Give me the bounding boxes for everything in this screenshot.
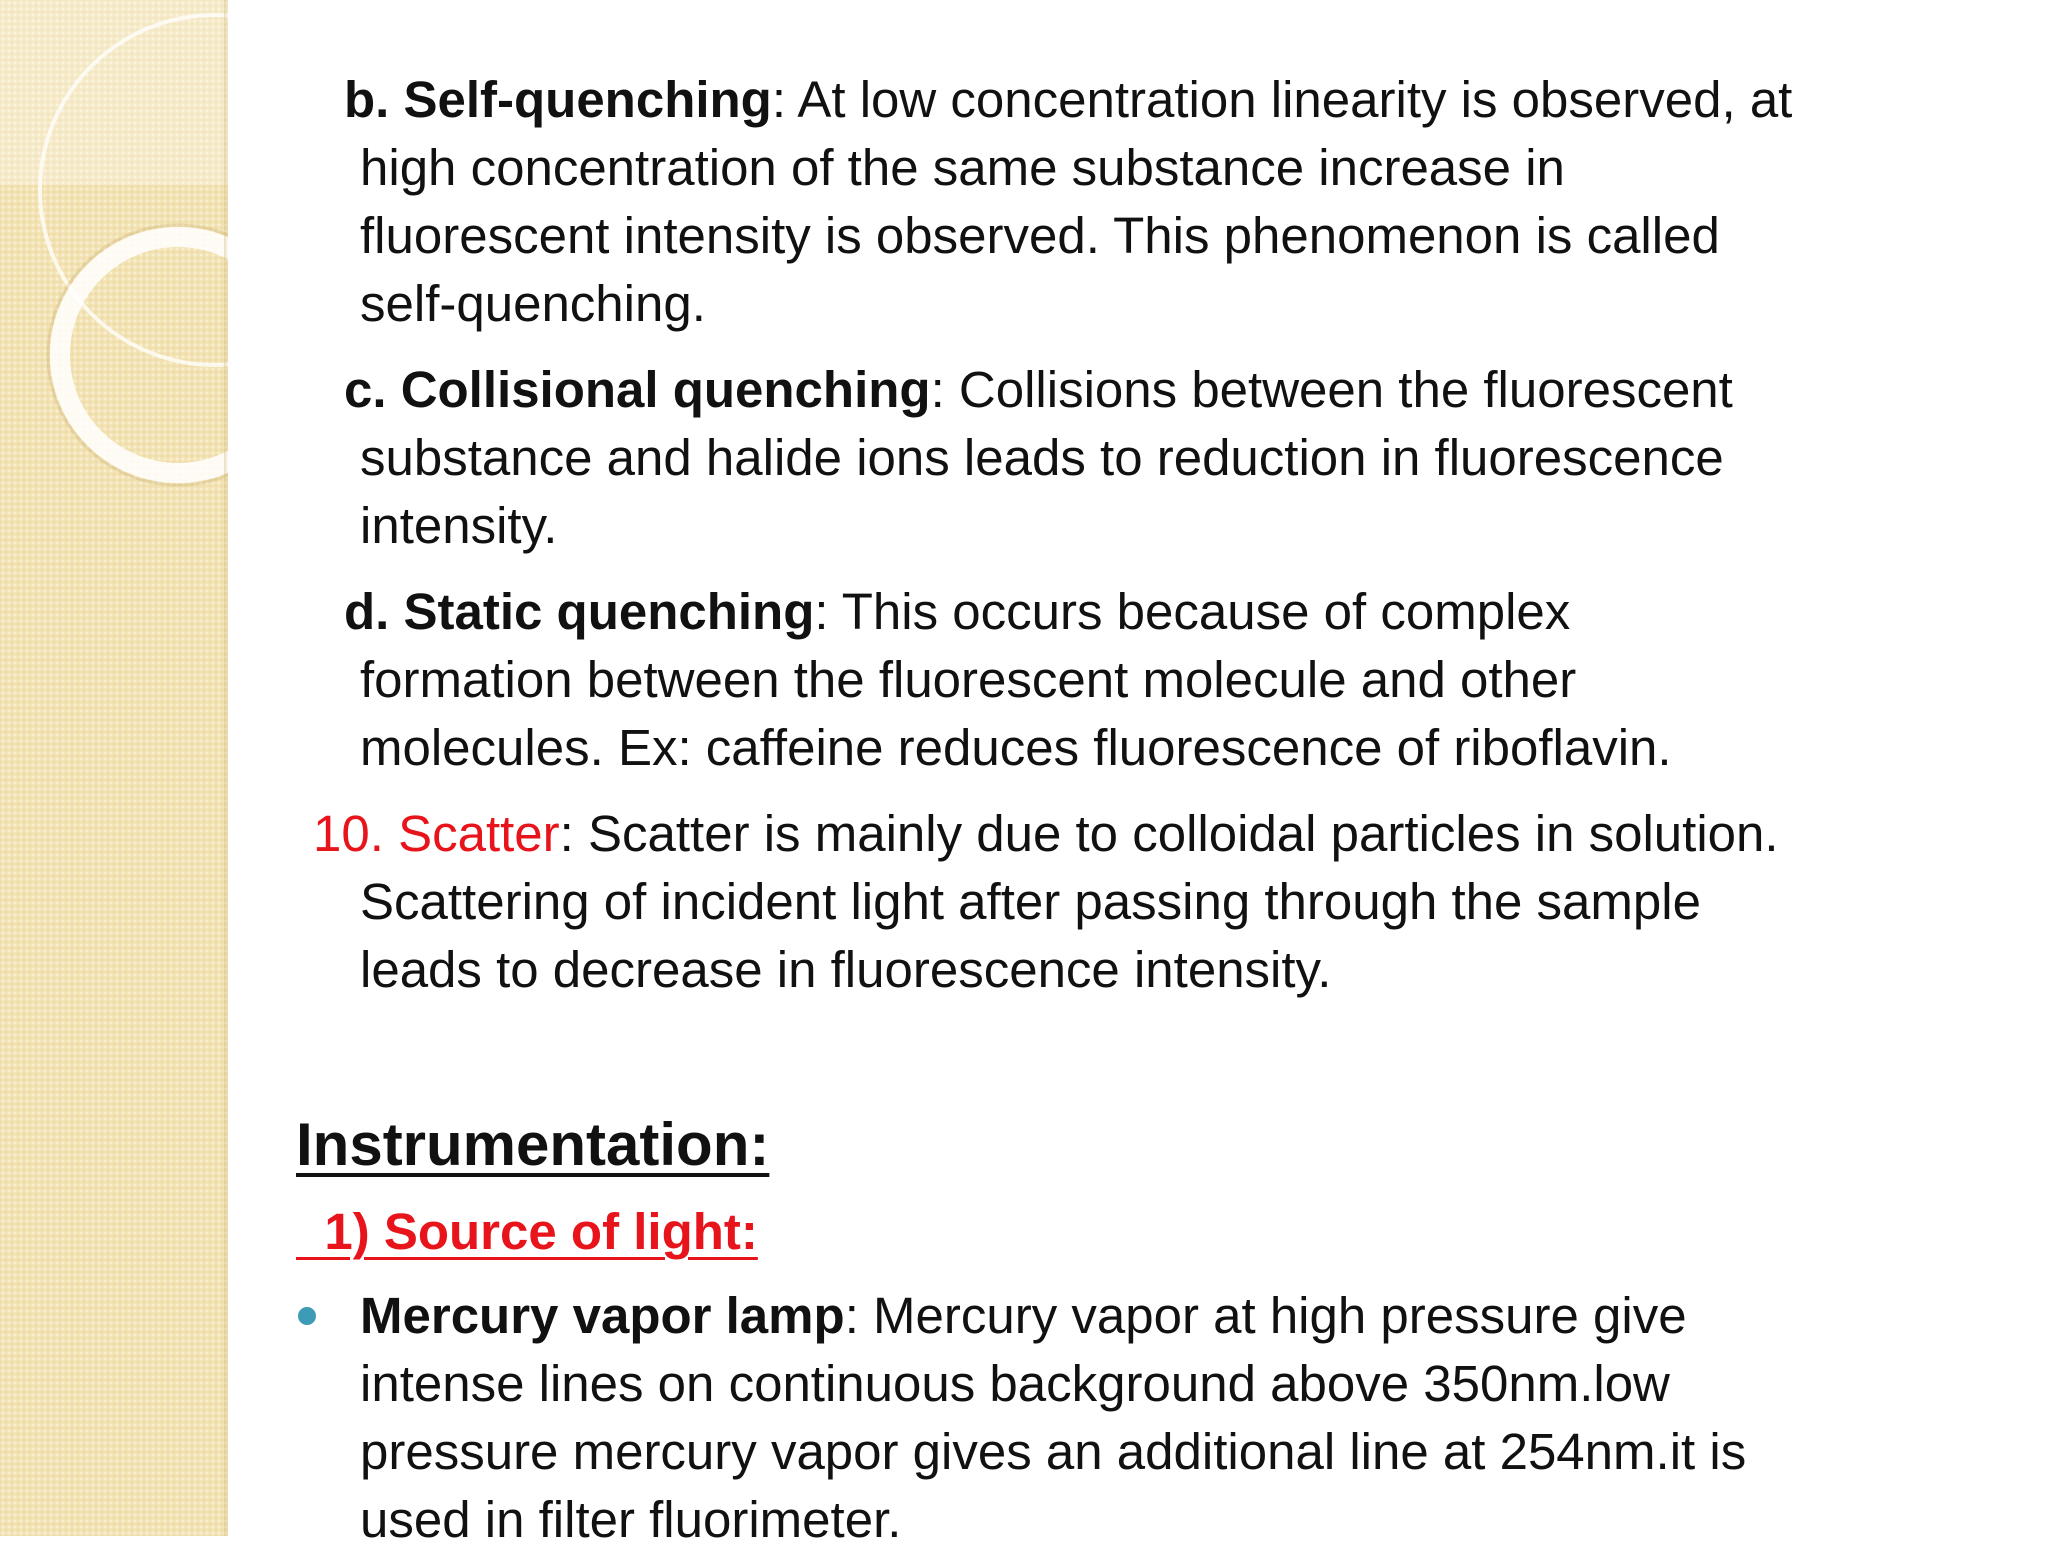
- item-static-quenching: [344, 578, 1672, 782]
- item-self-quenching-line-3: fluorescent intensity is observed. This phenomenon is called: [360, 207, 1720, 264]
- item-collisional-quenching-line-3: intensity.: [360, 497, 558, 554]
- section-heading-instrumentation: Instrumentation:: [296, 1111, 770, 1178]
- item-self-quenching-text: : At low concentration linearity is observed, at: [771, 71, 1793, 128]
- bullet-mercury-vapor-lamp: [360, 1282, 1746, 1554]
- bullet-mercury-line-1: [360, 1282, 1746, 1350]
- item-scatter-line-3: leads to decrease in fluorescence intensity.: [360, 941, 1332, 998]
- item-scatter-label: 10. Scatter: [313, 805, 560, 862]
- item-static-quenching-line-2: formation between the fluorescent molecule and other: [360, 651, 1577, 708]
- item-scatter: [313, 800, 1779, 1004]
- bullet-dot-icon: [298, 1307, 316, 1325]
- item-collisional-quenching-line-1: [344, 356, 1733, 424]
- subheading-source-of-light: 1) Source of light:: [296, 1203, 758, 1260]
- bullet-mercury-text: : Mercury vapor at high pressure give: [844, 1287, 1687, 1344]
- item-static-quenching-label: d. Static quenching: [344, 583, 815, 640]
- item-self-quenching-label: b. Self-quenching: [344, 71, 772, 128]
- item-static-quenching-text: : This occurs because of complex: [814, 583, 1571, 640]
- item-collisional-quenching: [344, 356, 1733, 560]
- item-scatter-line-2: Scattering of incident light after passing through the sample: [360, 873, 1701, 930]
- bullet-mercury-line-4: used in filter fluorimeter.: [360, 1491, 902, 1548]
- item-static-quenching-line-3: molecules. Ex: caffeine reduces fluorescence of riboflavin.: [360, 719, 1672, 776]
- bullet-mercury-line-3: pressure mercury vapor gives an additional line at 254nm.it is: [360, 1423, 1747, 1480]
- item-scatter-line-1: [313, 800, 1779, 868]
- item-scatter-text: : Scatter is mainly due to colloidal particles in solution.: [559, 805, 1779, 862]
- item-collisional-quenching-line-2: substance and halide ions leads to reduction in fluorescence: [360, 429, 1724, 486]
- item-collisional-quenching-label: c. Collisional quenching: [344, 361, 931, 418]
- item-self-quenching-line-1: [344, 66, 1792, 134]
- item-self-quenching: [344, 66, 1792, 338]
- bullet-mercury-label: Mercury vapor lamp: [360, 1287, 845, 1344]
- bullet-mercury-line-2: intense lines on continuous background above 350nm.low: [360, 1355, 1670, 1412]
- item-self-quenching-line-4: self-quenching.: [360, 275, 706, 332]
- item-collisional-quenching-text: : Collisions between the fluorescent: [930, 361, 1733, 418]
- item-static-quenching-line-1: [344, 578, 1672, 646]
- item-self-quenching-line-2: high concentration of the same substance increase in: [360, 139, 1565, 196]
